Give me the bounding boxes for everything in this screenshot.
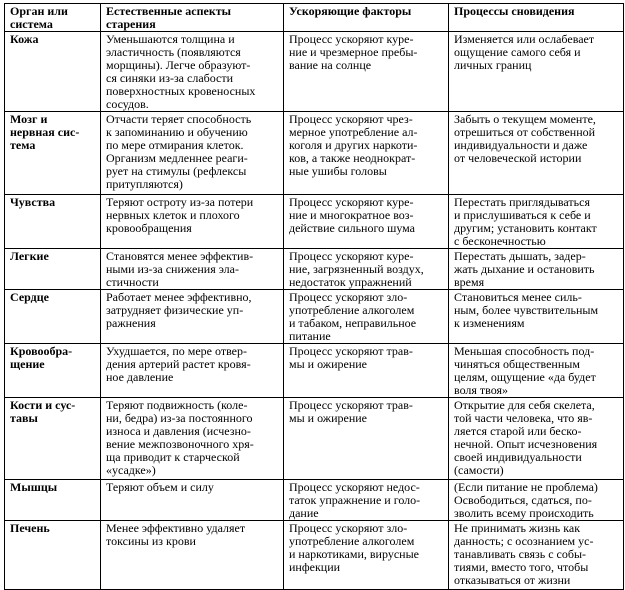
header-organ: Орган или система: [5, 4, 101, 32]
cell-organ: Кости и сус- тавы: [5, 398, 101, 480]
cell-organ: Сердце: [5, 290, 101, 344]
header-aging: Естественные аспекты старения: [101, 4, 284, 32]
cell-organ: Кожа: [5, 32, 101, 112]
cell-aging: Теряют подвижность (коле- ни, бедра) из-за постоянного износа и давления (исчезно- вение межпозвоночного хря- ща приводит к старческой «усадке»): [101, 398, 284, 480]
cell-dreaming: Открытие для себя скелета, той части человека, что яв- ляется старой или беско- нечной. Опыт исчезновения своей индивидуальности (самости): [449, 398, 624, 480]
header-factors: Ускоряющие факторы: [284, 4, 449, 32]
cell-dreaming: Забыть о текущем моменте, отрешиться от собственной индивидуальности и даже от человеческой истории: [449, 112, 624, 195]
cell-dreaming: Перестать приглядываться и прислушиваться к себе и другим; установить контакт с бесконечностью: [449, 195, 624, 249]
cell-organ: Чувства: [5, 195, 101, 249]
cell-factors: Процесс ускоряют зло- употребление алкоголем и наркотиками, вирусные инфекции: [284, 521, 449, 590]
cell-factors: Процесс ускоряют недос- таток упражнение и голо- дание: [284, 480, 449, 521]
cell-dreaming: Меньшая способность под- чиняться общественным целям, ощущение «да будет воля твоя»: [449, 344, 624, 398]
cell-aging: Ухудшается, по мере отвер- дения артерий растет кровя- ное давление: [101, 344, 284, 398]
cell-aging: Отчасти теряет способность к запоминанию и обучению по мере отмирания клеток. Организм медленнее реаги- рует на стимулы (рефлексы притупляются): [101, 112, 284, 195]
table-row: [5, 290, 624, 344]
cell-dreaming: Не принимать жизнь как данность; с осознанием ус- танавливать связь с собы- тиями, вместо того, чтобы отказываться от жизни: [449, 521, 624, 590]
cell-factors: Процесс ускоряют куре- ние и многократное воз- действие сильного шума: [284, 195, 449, 249]
cell-factors: Процесс ускоряют чрез- мерное употребление ал- коголя и других наркоти- ков, а также неоднократ- ные ушибы головы: [284, 112, 449, 195]
table-row: [5, 195, 624, 249]
cell-dreaming: (Если питание не проблема) Освободиться, сдаться, по- зволить всему происходить: [449, 480, 624, 521]
cell-aging: Работает менее эффективно, затрудняет физические уп- ражнения: [101, 290, 284, 344]
cell-aging: Становятся менее эффектив- ными из-за снижения эла- стичности: [101, 249, 284, 290]
cell-factors: Процесс ускоряют трав- мы и ожирение: [284, 398, 449, 480]
table-row: [5, 112, 624, 195]
cell-dreaming: Перестать дышать, задер- жать дыхание и остановить время: [449, 249, 624, 290]
cell-factors: Процесс ускоряют трав- мы и ожирение: [284, 344, 449, 398]
aging-table: [4, 3, 624, 590]
cell-aging: Теряют остроту из-за потери нервных клеток и плохого кровообращения: [101, 195, 284, 249]
table-row: [5, 480, 624, 521]
cell-aging: Уменьшаются толщина и эластичность (появляются морщины). Легче образуют- ся синяки из-за слабости поверхностных кровеносных сосудов.: [101, 32, 284, 112]
header-dreaming: Процессы сновидения: [449, 4, 624, 32]
cell-factors: Процесс ускоряют куре- ние, загрязненный воздух, недостаток упражнений: [284, 249, 449, 290]
table-row: [5, 398, 624, 480]
table-row: [5, 32, 624, 112]
cell-organ: Печень: [5, 521, 101, 590]
cell-aging: Менее эффективно удаляет токсины из крови: [101, 521, 284, 590]
cell-organ: Мозг и нервная сис- тема: [5, 112, 101, 195]
cell-organ: Кровообра- щение: [5, 344, 101, 398]
cell-factors: Процесс ускоряют зло- употребление алкоголем и табаком, неправильное питание: [284, 290, 449, 344]
table-row: [5, 249, 624, 290]
table-row: [5, 521, 624, 590]
cell-factors: Процесс ускоряют куре- ние и чрезмерное пребы- вание на солнце: [284, 32, 449, 112]
cell-organ: Легкие: [5, 249, 101, 290]
cell-organ: Мышцы: [5, 480, 101, 521]
cell-dreaming: Изменяется или ослабевает ощущение самого себя и личных границ: [449, 32, 624, 112]
table-row: [5, 344, 624, 398]
cell-aging: Теряют объем и силу: [101, 480, 284, 521]
cell-dreaming: Становиться менее силь- ным, более чувствительным к изменениям: [449, 290, 624, 344]
header-row: [5, 4, 624, 32]
